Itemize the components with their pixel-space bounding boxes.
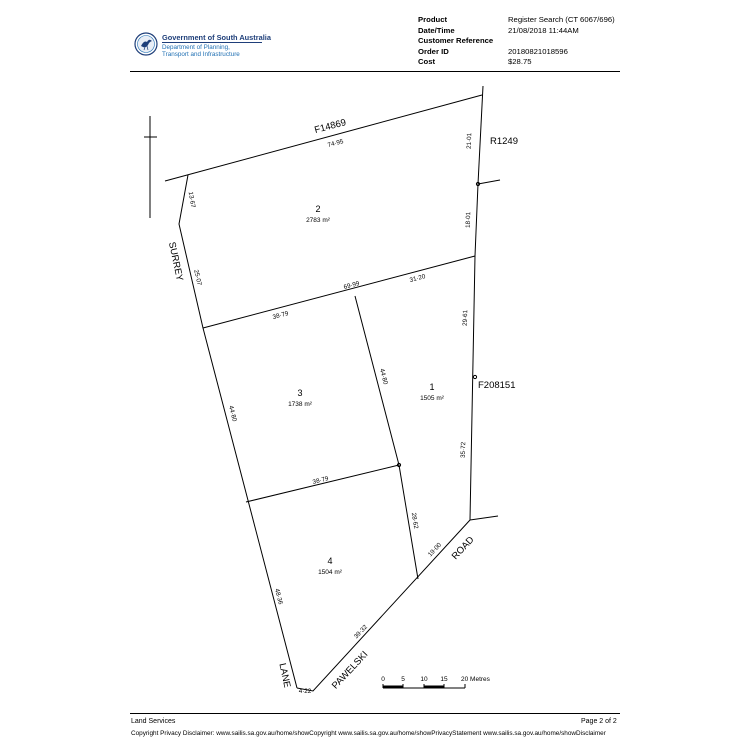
road-road-label: ROAD — [449, 534, 477, 563]
scale-bar-label: 0 — [381, 676, 385, 683]
road-ext-line — [470, 516, 498, 520]
lot-2-area: 2783 m² — [306, 217, 330, 224]
dim-east-top: 21·01 — [465, 132, 474, 150]
road-surrey-label: SURREY — [165, 240, 185, 282]
lot-1-area: 1505 m² — [420, 395, 444, 402]
road-pawelski-label: PAWELSKI — [329, 649, 371, 692]
dim-west-lot3: 44·80 — [227, 404, 238, 423]
logo-government-text: Government of South Australia — [162, 33, 271, 42]
parcel-f14869-label: F14869 — [313, 117, 348, 137]
lot2-south-line — [203, 256, 475, 328]
r1249-ext-line — [478, 180, 500, 184]
lot-3-area: 1738 m² — [288, 401, 312, 408]
lot1-west-line — [355, 296, 418, 579]
cost-value: $28.75 — [508, 57, 532, 66]
lot-4-area: 1504 m² — [318, 569, 342, 576]
product-value: Register Search (CT 6067/696) — [508, 15, 615, 24]
dim-west-short: 13·67 — [186, 191, 197, 209]
scale-bar — [381, 676, 490, 688]
dim-lot3-top: 38·79 — [271, 310, 290, 322]
product-label: Product — [418, 15, 448, 24]
lot-2-number: 2 — [315, 204, 321, 214]
dim-lot4-top: 38·79 — [311, 475, 330, 486]
dim-mid-total: 69·99 — [342, 280, 361, 292]
lot-3-number: 3 — [297, 388, 303, 398]
logo-department-line2: Transport and Infrastructure — [162, 51, 240, 58]
dim-east-mid: 29·61 — [461, 309, 470, 327]
scale-bar-segment — [383, 686, 403, 689]
footer-page-number: Page 2 of 2 — [581, 718, 617, 725]
scale-bar-label: 15 — [440, 676, 448, 683]
dim-lot1-west: 44·80 — [378, 367, 389, 386]
road-boundary-line — [297, 520, 470, 691]
order-id-value: 20180821018596 — [508, 46, 568, 56]
scale-bar-label: 5 — [401, 676, 405, 683]
order-id-label: Order ID — [418, 46, 449, 56]
boundary-lines — [144, 86, 500, 691]
lot-4-number: 4 — [327, 556, 333, 566]
west-boundary-line — [179, 175, 297, 688]
customer-reference-label: Customer Reference — [418, 36, 494, 45]
scale-bar-segment — [424, 686, 444, 689]
dim-road-lower: 39·32 — [352, 623, 369, 641]
dim-lot4-east: 28·62 — [409, 512, 420, 530]
parcel-r1249-label: R1249 — [490, 136, 518, 147]
dim-road-upper: 19·00 — [426, 541, 443, 559]
footer-land-services: Land Services — [131, 718, 176, 725]
east-boundary-line — [470, 86, 483, 520]
parcel-f208151-label: F208151 — [478, 380, 516, 391]
dim-west-upper: 25·07 — [192, 269, 203, 287]
scale-bar-label: 10 — [420, 676, 428, 683]
logo-department-line1: Department of Planning, — [162, 44, 230, 51]
footer-rule — [130, 713, 620, 714]
lot-1-number: 1 — [429, 382, 435, 392]
datetime-value: 21/08/2018 11:44AM — [508, 25, 579, 35]
dim-corner: 4·22 — [298, 688, 312, 695]
dim-east-upper: 18·01 — [464, 211, 473, 229]
survey-mark — [473, 375, 476, 378]
footer-disclaimer: Copyright Privacy Disclaimer: www.sailis.sa.gov.au/home/showCopyright www.sailis.sa.gov.au/home/showPrivacyStatement www.sailis.sa.gov.au/home/showDisclaimer — [131, 730, 606, 737]
road-lane-label: LANE — [276, 662, 293, 689]
scale-bar-label: 20 Metres — [461, 676, 490, 683]
datetime-label: Date/Time — [418, 25, 455, 35]
dim-east-lower: 35·72 — [459, 441, 468, 459]
dim-mid-right: 31·20 — [408, 273, 427, 285]
dim-west-lot4: 48·36 — [273, 587, 284, 606]
dim-top-boundary: 74·95 — [326, 138, 345, 150]
cost-label: Cost — [418, 57, 436, 66]
top-boundary-line — [165, 95, 482, 181]
